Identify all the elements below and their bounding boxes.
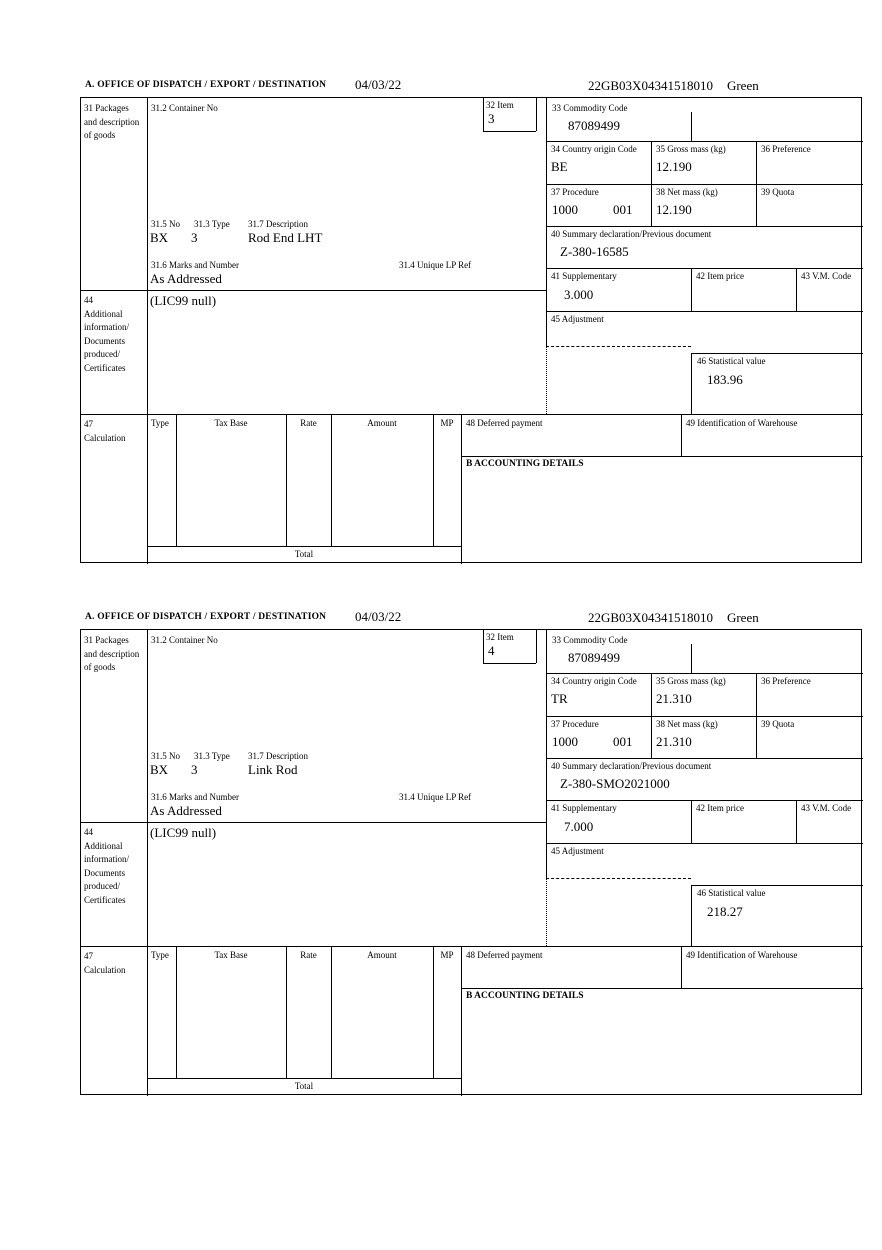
commodity-code-value: 87089499 <box>568 118 620 133</box>
net-mass-label: 38 Net mass (kg) <box>656 719 718 729</box>
declaration-form-grid <box>80 97 862 563</box>
packages-description-label: 31 Packages and description of goods <box>84 103 140 140</box>
package-type-value: 3 <box>191 762 198 777</box>
procedure-ext-value: 001 <box>613 734 633 749</box>
summary-declaration-label: 40 Summary declaration/Previous document <box>551 761 712 771</box>
declaration-item-section-2 <box>0 532 882 1098</box>
grid-line <box>756 673 757 758</box>
grid-line <box>546 758 863 759</box>
procedure-label: 37 Procedure <box>551 187 599 197</box>
marks-number-label: 31.6 Marks and Number <box>151 260 239 270</box>
grid-line <box>691 800 692 843</box>
commodity-code-separator <box>691 112 692 141</box>
grid-line <box>796 800 797 843</box>
item-price-label: 42 Item price <box>696 271 744 281</box>
total-label: Total <box>294 549 314 559</box>
accounting-details-label: B ACCOUNTING DETAILS <box>466 459 584 469</box>
grid-line <box>546 716 863 717</box>
rate-column-header: Rate <box>300 418 317 428</box>
calculation-label-text: Calculation <box>84 964 126 975</box>
grid-line <box>756 141 757 226</box>
additional-info-value: (LIC99 null) <box>150 825 217 840</box>
grid-line <box>81 946 863 947</box>
grid-line <box>483 131 536 132</box>
grid-line <box>176 414 177 546</box>
grid-line <box>461 946 462 1096</box>
gross-mass-value: 12.190 <box>656 159 692 174</box>
dispatch-date-value: 04/03/22 <box>355 77 402 92</box>
grid-line <box>546 630 547 878</box>
unique-lp-ref-label: 31.4 Unique LP Ref <box>399 792 472 802</box>
grid-line <box>546 268 863 269</box>
summary-declaration-value: Z-380-SMO2021000 <box>560 776 670 791</box>
item-number-value: 3 <box>488 111 495 126</box>
rate-column-header: Rate <box>300 950 317 960</box>
tax-type-column-header: Type <box>151 950 169 960</box>
additional-info-label-number: 44 <box>84 827 93 837</box>
tax-base-column-header: Tax Base <box>214 418 248 428</box>
grid-line <box>691 885 863 886</box>
adjustment-label: 45 Adjustment <box>551 846 604 856</box>
declaration-form-grid <box>80 629 862 1095</box>
statistical-value-label: 46 Statistical value <box>697 888 766 898</box>
grid-line <box>691 353 692 414</box>
grid-line <box>651 673 652 758</box>
grid-line <box>546 800 863 801</box>
additional-info-label-text: Additional information/ Documents produced/ Certificates <box>84 308 129 373</box>
commodity-code-separator <box>691 644 692 673</box>
grid-line <box>691 268 692 311</box>
grid-line <box>546 141 863 142</box>
grid-line <box>286 414 287 546</box>
container-no-label: 31.2 Container No <box>151 635 218 645</box>
grid-line <box>691 353 863 354</box>
supplementary-label: 41 Supplementary <box>551 271 617 281</box>
calculation-label <box>84 950 142 977</box>
supplementary-value: 3.000 <box>564 287 594 302</box>
gross-mass-label: 35 Gross mass (kg) <box>656 676 726 686</box>
grid-line-dashed <box>546 878 691 879</box>
declaration-reference <box>588 610 759 626</box>
supplementary-value: 7.000 <box>564 819 594 834</box>
dispatch-date-value: 04/03/22 <box>355 609 402 624</box>
warehouse-id-label: 49 Identification of Warehouse <box>686 950 798 960</box>
grid-line <box>536 98 537 131</box>
summary-declaration-value: Z-380-16585 <box>560 244 629 259</box>
grid-line <box>147 98 148 564</box>
grid-line <box>176 946 177 1078</box>
grid-line <box>546 184 863 185</box>
route-status-value: Green <box>726 78 759 93</box>
reference-number-value: 22GB03X04341518010 <box>588 78 713 93</box>
vm-code-label: 43 V.M. Code <box>801 271 852 281</box>
goods-description-value: Link Rod <box>248 762 298 777</box>
preference-label: 36 Preference <box>761 676 811 686</box>
preference-label: 36 Preference <box>761 144 811 154</box>
package-no-value: BX <box>150 762 169 777</box>
calculation-label-number: 47 <box>84 951 93 961</box>
grid-line <box>691 885 692 946</box>
grid-line <box>433 946 434 1078</box>
grid-line-dashed <box>546 346 691 347</box>
procedure-value: 1000 <box>552 734 578 749</box>
item-number-value: 4 <box>488 643 495 658</box>
calculation-label <box>84 418 142 445</box>
net-mass-label: 38 Net mass (kg) <box>656 187 718 197</box>
additional-info-label <box>84 826 142 907</box>
goods-description-label: 31.7 Description <box>248 219 308 229</box>
total-label: Total <box>294 1081 314 1091</box>
commodity-code-label: 33 Commodity Code <box>552 635 628 645</box>
grid-line <box>651 141 652 226</box>
grid-line <box>81 290 546 291</box>
item-label: 32 Item <box>486 632 514 642</box>
package-type-value: 3 <box>191 230 198 245</box>
procedure-ext-value: 001 <box>613 202 633 217</box>
marks-number-label: 31.6 Marks and Number <box>151 792 239 802</box>
grid-line <box>546 843 863 844</box>
unique-lp-ref-label: 31.4 Unique LP Ref <box>399 260 472 270</box>
mp-column-header: MP <box>440 950 454 960</box>
reference-number-value: 22GB03X04341518010 <box>588 610 713 625</box>
summary-declaration-label: 40 Summary declaration/Previous document <box>551 229 712 239</box>
package-type-label: 31.3 Type <box>194 751 230 761</box>
amount-column-header: Amount <box>367 418 397 428</box>
package-no-value: BX <box>150 230 169 245</box>
deferred-payment-label: 48 Deferred payment <box>466 950 543 960</box>
grid-line <box>331 946 332 1078</box>
country-origin-value: BE <box>551 159 568 174</box>
grid-line <box>81 822 546 823</box>
grid-line <box>681 946 682 988</box>
declaration-reference <box>588 78 759 94</box>
supplementary-label: 41 Supplementary <box>551 803 617 813</box>
country-origin-label: 34 Country origin Code <box>551 676 637 686</box>
mp-column-header: MP <box>440 418 454 428</box>
grid-line <box>461 456 863 457</box>
grid-line <box>546 98 547 346</box>
calculation-label-text: Calculation <box>84 432 126 443</box>
route-status-value: Green <box>726 610 759 625</box>
tax-type-column-header: Type <box>151 418 169 428</box>
grid-line <box>546 311 863 312</box>
accounting-details-label: B ACCOUNTING DETAILS <box>466 991 584 1001</box>
additional-info-value: (LIC99 null) <box>150 293 217 308</box>
marks-value: As Addressed <box>150 271 222 286</box>
goods-description-value: Rod End LHT <box>248 230 323 245</box>
quota-label: 39 Quota <box>761 719 795 729</box>
marks-value: As Addressed <box>150 803 222 818</box>
grid-line <box>546 226 863 227</box>
grid-line <box>536 630 537 663</box>
country-origin-value: TR <box>551 691 568 706</box>
grid-line <box>546 673 863 674</box>
grid-line <box>483 98 484 131</box>
grid-line-dotted <box>546 346 547 414</box>
grid-line-dotted <box>546 878 547 946</box>
warehouse-id-label: 49 Identification of Warehouse <box>686 418 798 428</box>
container-no-label: 31.2 Container No <box>151 103 218 113</box>
grid-line <box>681 414 682 456</box>
additional-info-label-text: Additional information/ Documents produced/ Certificates <box>84 840 129 905</box>
item-price-label: 42 Item price <box>696 803 744 813</box>
grid-line <box>147 630 148 1096</box>
adjustment-label: 45 Adjustment <box>551 314 604 324</box>
statistical-value: 218.27 <box>707 904 743 919</box>
grid-line <box>433 414 434 546</box>
commodity-code-label: 33 Commodity Code <box>552 103 628 113</box>
commodity-code-value: 87089499 <box>568 650 620 665</box>
package-no-label: 31.5 No <box>151 751 180 761</box>
amount-column-header: Amount <box>367 950 397 960</box>
packages-description-label: 31 Packages and description of goods <box>84 635 140 672</box>
procedure-label: 37 Procedure <box>551 719 599 729</box>
quota-label: 39 Quota <box>761 187 795 197</box>
vm-code-label: 43 V.M. Code <box>801 803 852 813</box>
statistical-value-label: 46 Statistical value <box>697 356 766 366</box>
grid-line <box>796 268 797 311</box>
gross-mass-value: 21.310 <box>656 691 692 706</box>
net-mass-value: 21.310 <box>656 734 692 749</box>
procedure-value: 1000 <box>552 202 578 217</box>
country-origin-label: 34 Country origin Code <box>551 144 637 154</box>
grid-line <box>331 414 332 546</box>
net-mass-value: 12.190 <box>656 202 692 217</box>
additional-info-label-number: 44 <box>84 295 93 305</box>
package-no-label: 31.5 No <box>151 219 180 229</box>
grid-line <box>147 1078 461 1079</box>
grid-line <box>286 946 287 1078</box>
declaration-item-section-1 <box>0 0 882 566</box>
deferred-payment-label: 48 Deferred payment <box>466 418 543 428</box>
statistical-value: 183.96 <box>707 372 743 387</box>
office-of-dispatch-label: A. OFFICE OF DISPATCH / EXPORT / DESTINATION <box>85 612 327 622</box>
package-type-label: 31.3 Type <box>194 219 230 229</box>
grid-line <box>483 630 484 663</box>
grid-line <box>483 663 536 664</box>
tax-base-column-header: Tax Base <box>214 950 248 960</box>
gross-mass-label: 35 Gross mass (kg) <box>656 144 726 154</box>
additional-info-label <box>84 294 142 375</box>
office-of-dispatch-label: A. OFFICE OF DISPATCH / EXPORT / DESTINATION <box>85 80 327 90</box>
grid-line <box>81 414 863 415</box>
grid-line <box>461 988 863 989</box>
item-label: 32 Item <box>486 100 514 110</box>
calculation-label-number: 47 <box>84 419 93 429</box>
goods-description-label: 31.7 Description <box>248 751 308 761</box>
